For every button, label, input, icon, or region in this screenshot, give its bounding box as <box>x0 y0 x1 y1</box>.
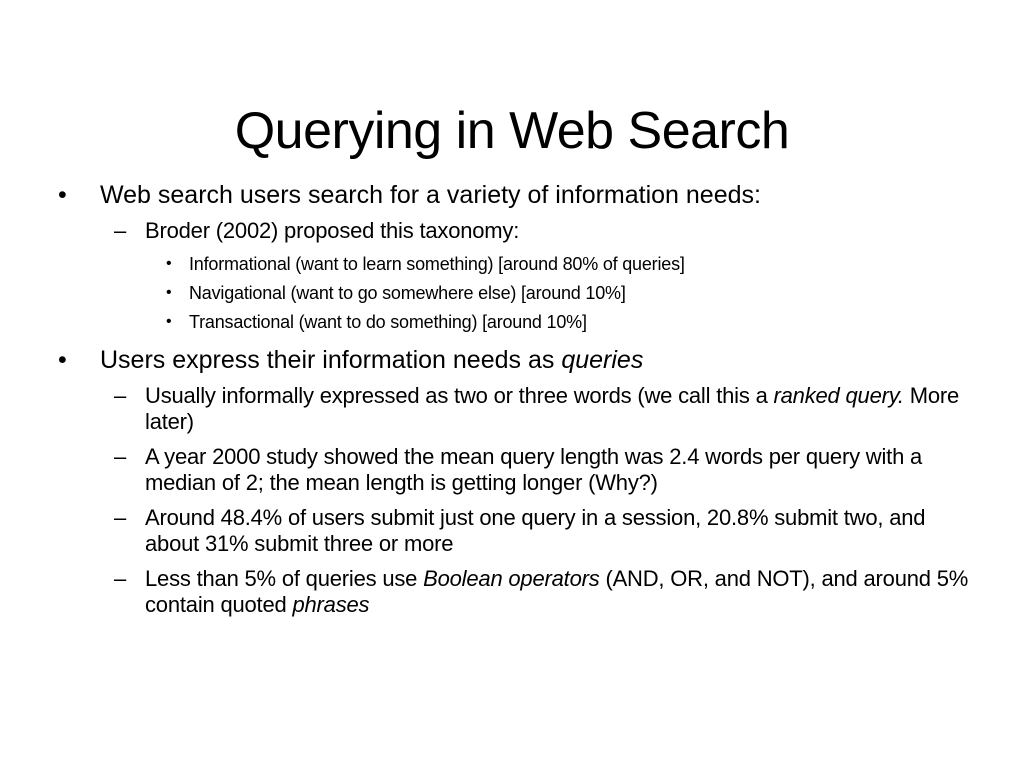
sub-bullet-session-stats <box>58 505 978 557</box>
sub-bullet-text: Less than 5% of queries use <box>145 566 424 591</box>
taxonomy-item-text: Navigational (want to go somewhere else) [around 10%] <box>189 283 626 303</box>
sub-bullet-text: (AND, OR, and NOT), and around 5% contain quoted <box>145 566 969 617</box>
sub-bullet-text: Usually informally expressed as two or three words (we call this a <box>145 383 774 408</box>
dash-marker: – <box>114 218 127 243</box>
dash-marker: – <box>114 444 127 469</box>
dash-marker: – <box>114 383 127 408</box>
sub-bullet-boolean-operators <box>58 566 978 618</box>
bullet-queries <box>58 345 978 375</box>
taxonomy-item-navigational <box>58 282 978 304</box>
bullet-marker: • <box>166 284 172 301</box>
slide-body <box>58 178 978 627</box>
taxonomy-item-text: Informational (want to learn something) [around 80% of queries] <box>189 254 685 274</box>
bullet-text: Web search users search for a variety of information needs: <box>100 181 761 209</box>
dash-marker: – <box>114 505 127 530</box>
sub-bullet-text: Broder (2002) proposed this taxonomy: <box>145 218 520 243</box>
sub-bullet-broder <box>58 218 978 244</box>
slide-title: Querying in Web Search <box>234 101 790 160</box>
bullet-marker: • <box>166 313 172 330</box>
bullet-marker: • <box>58 346 67 374</box>
sub-bullet-text: A year 2000 study showed the mean query length was 2.4 words per query with a median of 2; the mean length is getting longer (Why?) <box>145 444 923 495</box>
emphasis-text: queries <box>561 346 644 374</box>
sub-bullet-ranked-query <box>58 383 978 435</box>
bullet-information-needs <box>58 180 978 210</box>
taxonomy-item-informational <box>58 253 978 275</box>
bullet-text: Users express their information needs as <box>100 346 562 374</box>
sub-bullet-query-length <box>58 444 978 496</box>
dash-marker: – <box>114 566 127 591</box>
taxonomy-item-transactional <box>58 311 978 333</box>
bullet-marker: • <box>166 255 172 272</box>
bullet-marker: • <box>58 181 67 209</box>
taxonomy-item-text: Transactional (want to do something) [around 10%] <box>189 312 587 332</box>
sub-bullet-text: More later) <box>145 383 960 434</box>
emphasis-text: phrases <box>292 592 370 617</box>
emphasis-text: ranked query. <box>773 383 904 408</box>
sub-bullet-text: Around 48.4% of users submit just one query in a session, 20.8% submit two, and about 31% submit three or more <box>145 505 926 556</box>
emphasis-text: Boolean operators <box>423 566 600 591</box>
